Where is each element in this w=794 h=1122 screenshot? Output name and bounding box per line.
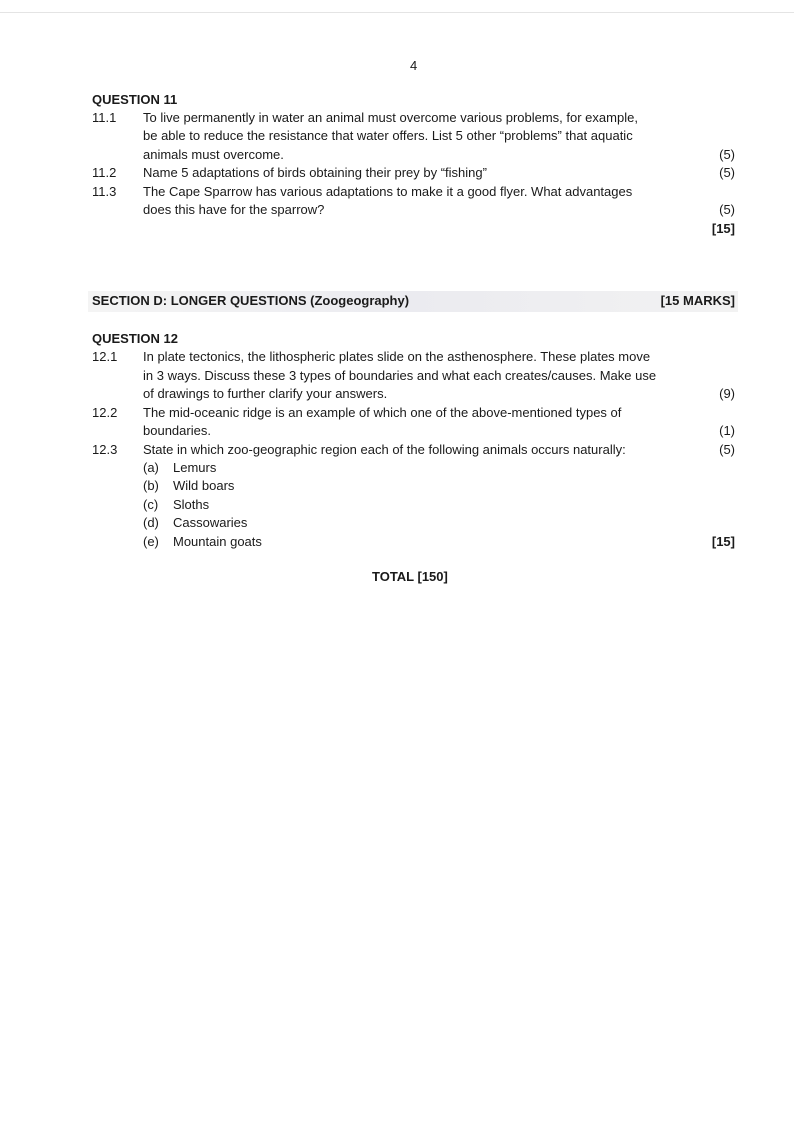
animal-label: (a) [143,460,159,475]
section-d-title: SECTION D: LONGER QUESTIONS (Zoogeography) [92,293,410,308]
q11-3-marks: (5) [719,202,735,217]
q11-1-marks: (5) [719,147,735,162]
q11-1-line: To live permanently in water an animal must overcome various problems, for example, [143,110,638,125]
q11-3-line: does this have for the sparrow? [143,202,325,217]
animal-label: (b) [143,478,159,493]
q12-2-line: boundaries. [143,423,211,438]
q12-1-marks: (9) [719,386,735,401]
animal-label: (c) [143,497,159,512]
q11-1-line: animals must overcome. [143,147,284,162]
q12-3-number: 12.3 [92,442,118,457]
q12-total: [15] [711,534,735,549]
q11-1-line: be able to reduce the resistance that water offers. List 5 other “problems” that aquatic [143,128,633,143]
q12-1-number: 12.1 [92,349,118,364]
question-12-title: QUESTION 12 [92,331,178,346]
q11-2-line: Name 5 adaptations of birds obtaining their prey by “fishing” [143,165,487,180]
section-d-marks: [15 MARKS] [660,293,735,308]
page-number: 4 [410,58,418,73]
q12-3-line: State in which zoo-geographic region each of the following animals occurs naturally: [143,442,626,457]
q11-3-number: 11.3 [92,184,117,199]
q11-2-number: 11.2 [92,165,117,180]
question-11-title: QUESTION 11 [92,92,178,107]
q11-2-marks: (5) [719,165,735,180]
animal-name: Cassowaries [173,515,248,530]
animal-name: Mountain goats [173,534,262,549]
q12-1-line: in 3 ways. Discuss these 3 types of boundaries and what each creates/causes. Make use [143,368,657,383]
animal-label: (d) [143,515,159,530]
scan-edge [0,12,794,13]
q12-1-line: In plate tectonics, the lithospheric plates slide on the asthenosphere. These plates move [143,349,651,364]
grand-total: TOTAL [150] [372,569,448,584]
q11-3-line: The Cape Sparrow has various adaptations to make it a good flyer. What advantages [143,184,633,199]
q12-1-line: of drawings to further clarify your answers. [143,386,388,401]
q11-1-number: 11.1 [92,110,117,125]
q12-3-marks: (5) [719,442,735,457]
animal-name: Sloths [173,497,210,512]
q12-2-line: The mid-oceanic ridge is an example of which one of the above-mentioned types of [143,405,622,420]
animal-name: Wild boars [173,478,235,493]
animal-label: (e) [143,534,159,549]
animal-name: Lemurs [173,460,217,475]
q12-2-number: 12.2 [92,405,118,420]
q12-2-marks: (1) [719,423,735,438]
q11-total: [15] [711,221,735,236]
